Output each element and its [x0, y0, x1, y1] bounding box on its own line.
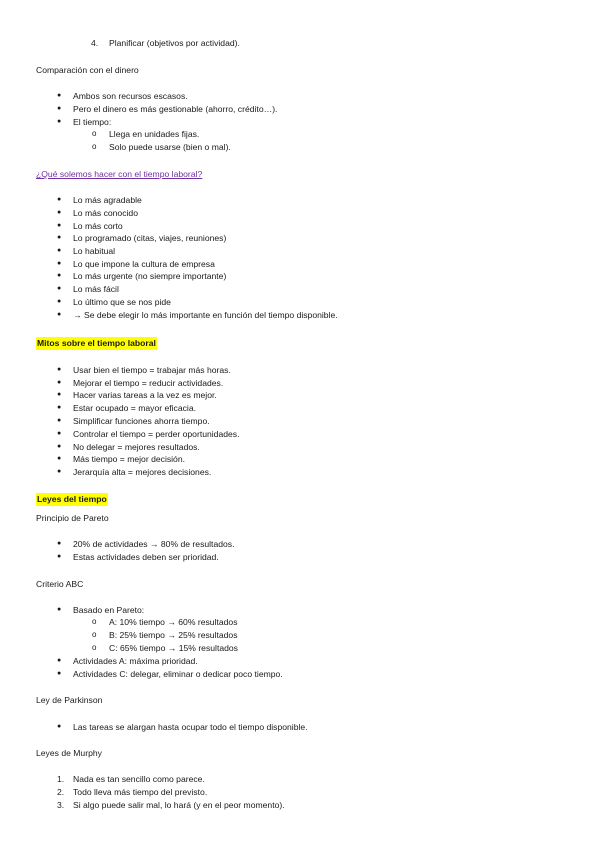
- list-item: Lo más fácil: [73, 284, 119, 294]
- bullet-icon: ●: [57, 670, 62, 677]
- bullet-icon: ●: [57, 234, 62, 241]
- bullet-icon: ●: [57, 723, 62, 730]
- list-item: Lo habitual: [73, 246, 116, 256]
- section-heading-dinero: Comparación con el dinero: [36, 65, 139, 75]
- bullet-icon: ●: [57, 443, 62, 450]
- list-item: Usar bien el tiempo = trabajar más horas.: [73, 365, 231, 375]
- list-item: Estas actividades deben ser prioridad.: [73, 552, 219, 562]
- list-item: Ambos son recursos escasos.: [73, 91, 188, 101]
- sub-bullet-icon: o: [92, 129, 97, 138]
- list-number: 2.: [57, 787, 65, 797]
- bullet-icon: ●: [57, 272, 62, 279]
- list-item: Actividades C: delegar, eliminar o dedicar poco tiempo.: [73, 669, 283, 679]
- bullet-icon: ●: [57, 285, 62, 292]
- list-item: Las tareas se alargan hasta ocupar todo el tiempo disponible.: [73, 722, 308, 732]
- list-item: Mejorar el tiempo = reducir actividades.: [73, 378, 224, 388]
- sub-list-item: Solo puede usarse (bien o mal).: [109, 142, 231, 152]
- sub-list-item: C: 65% tiempo → 15% resultados: [109, 643, 238, 653]
- subheading-abc: Criterio ABC: [36, 579, 84, 589]
- list-item: Controlar el tiempo = perder oportunidades.: [73, 429, 240, 439]
- subheading-murphy: Leyes de Murphy: [36, 748, 102, 758]
- sub-bullet-icon: o: [92, 142, 97, 151]
- bullet-icon: ●: [57, 553, 62, 560]
- list-item: Lo último que se nos pide: [73, 297, 171, 307]
- bullet-icon: ●: [57, 540, 62, 547]
- list-item: Más tiempo = mejor decisión.: [73, 454, 186, 464]
- bullet-icon: ●: [57, 391, 62, 398]
- bullet-icon: ●: [57, 209, 62, 216]
- list-item: El tiempo:: [73, 117, 112, 127]
- list-item: Planificar (objetivos por actividad).: [109, 38, 240, 48]
- bullet-icon: ●: [57, 247, 62, 254]
- bullet-icon: ●: [57, 417, 62, 424]
- list-item: Hacer varias tareas a la vez es mejor.: [73, 390, 217, 400]
- conclusion-item: → Se debe elegir lo más importante en función del tiempo disponible.: [73, 310, 338, 320]
- bullet-icon: ●: [57, 455, 62, 462]
- section-heading-mitos: Mitos sobre el tiempo laboral: [37, 338, 156, 348]
- bullet-icon: ●: [57, 260, 62, 267]
- sub-list-item: Llega en unidades fijas.: [109, 129, 200, 139]
- list-item: Actividades A: máxima prioridad.: [73, 656, 198, 666]
- bullet-icon: ●: [57, 105, 62, 112]
- sub-bullet-icon: o: [92, 643, 97, 652]
- bullet-icon: ●: [57, 92, 62, 99]
- subheading-pareto: Principio de Pareto: [36, 513, 109, 523]
- list-item: Lo más urgente (no siempre importante): [73, 271, 227, 281]
- section-heading-leyes: Leyes del tiempo: [37, 494, 107, 504]
- bullet-icon: ●: [57, 606, 62, 613]
- bullet-icon: ●: [57, 118, 62, 125]
- bullet-icon: ●: [57, 404, 62, 411]
- list-item: Nada es tan sencillo como parece.: [73, 774, 205, 784]
- bullet-icon: ●: [57, 298, 62, 305]
- bullet-icon: ●: [57, 366, 62, 373]
- sub-list-item: A: 10% tiempo → 60% resultados: [109, 617, 238, 627]
- sub-bullet-icon: o: [92, 617, 97, 626]
- list-item: Todo lleva más tiempo del previsto.: [73, 787, 208, 797]
- subheading-parkinson: Ley de Parkinson: [36, 695, 103, 705]
- list-item: Estar ocupado = mayor eficacia.: [73, 403, 197, 413]
- list-item: Pero el dinero es más gestionable (ahorro, crédito…).: [73, 104, 278, 114]
- bullet-icon: ●: [57, 311, 62, 318]
- list-item: Lo más corto: [73, 221, 123, 231]
- bullet-icon: ●: [57, 657, 62, 664]
- list-number: 1.: [57, 774, 65, 784]
- list-item: Basado en Pareto:: [73, 605, 145, 615]
- bullet-icon: ●: [57, 222, 62, 229]
- sub-list-item: B: 25% tiempo → 25% resultados: [109, 630, 238, 640]
- list-item: Simplificar funciones ahorra tiempo.: [73, 416, 210, 426]
- list-item: Jerarquía alta = mejores decisiones.: [73, 467, 212, 477]
- list-item: 20% de actividades → 80% de resultados.: [73, 539, 235, 549]
- list-item: No delegar = mejores resultados.: [73, 442, 200, 452]
- bullet-icon: ●: [57, 430, 62, 437]
- section-heading-link[interactable]: ¿Qué solemos hacer con el tiempo laboral?: [36, 169, 203, 179]
- bullet-icon: ●: [57, 196, 62, 203]
- list-item: Lo que impone la cultura de empresa: [73, 259, 215, 269]
- list-item: Lo programado (citas, viajes, reuniones): [73, 233, 227, 243]
- list-number: 3.: [57, 800, 65, 810]
- list-item: Lo más conocido: [73, 208, 138, 218]
- bullet-icon: ●: [57, 379, 62, 386]
- list-number: 4.: [91, 38, 99, 48]
- bullet-icon: ●: [57, 468, 62, 475]
- list-item: Si algo puede salir mal, lo hará (y en el peor momento).: [73, 800, 285, 810]
- list-item: Lo más agradable: [73, 195, 142, 205]
- sub-bullet-icon: o: [92, 630, 97, 639]
